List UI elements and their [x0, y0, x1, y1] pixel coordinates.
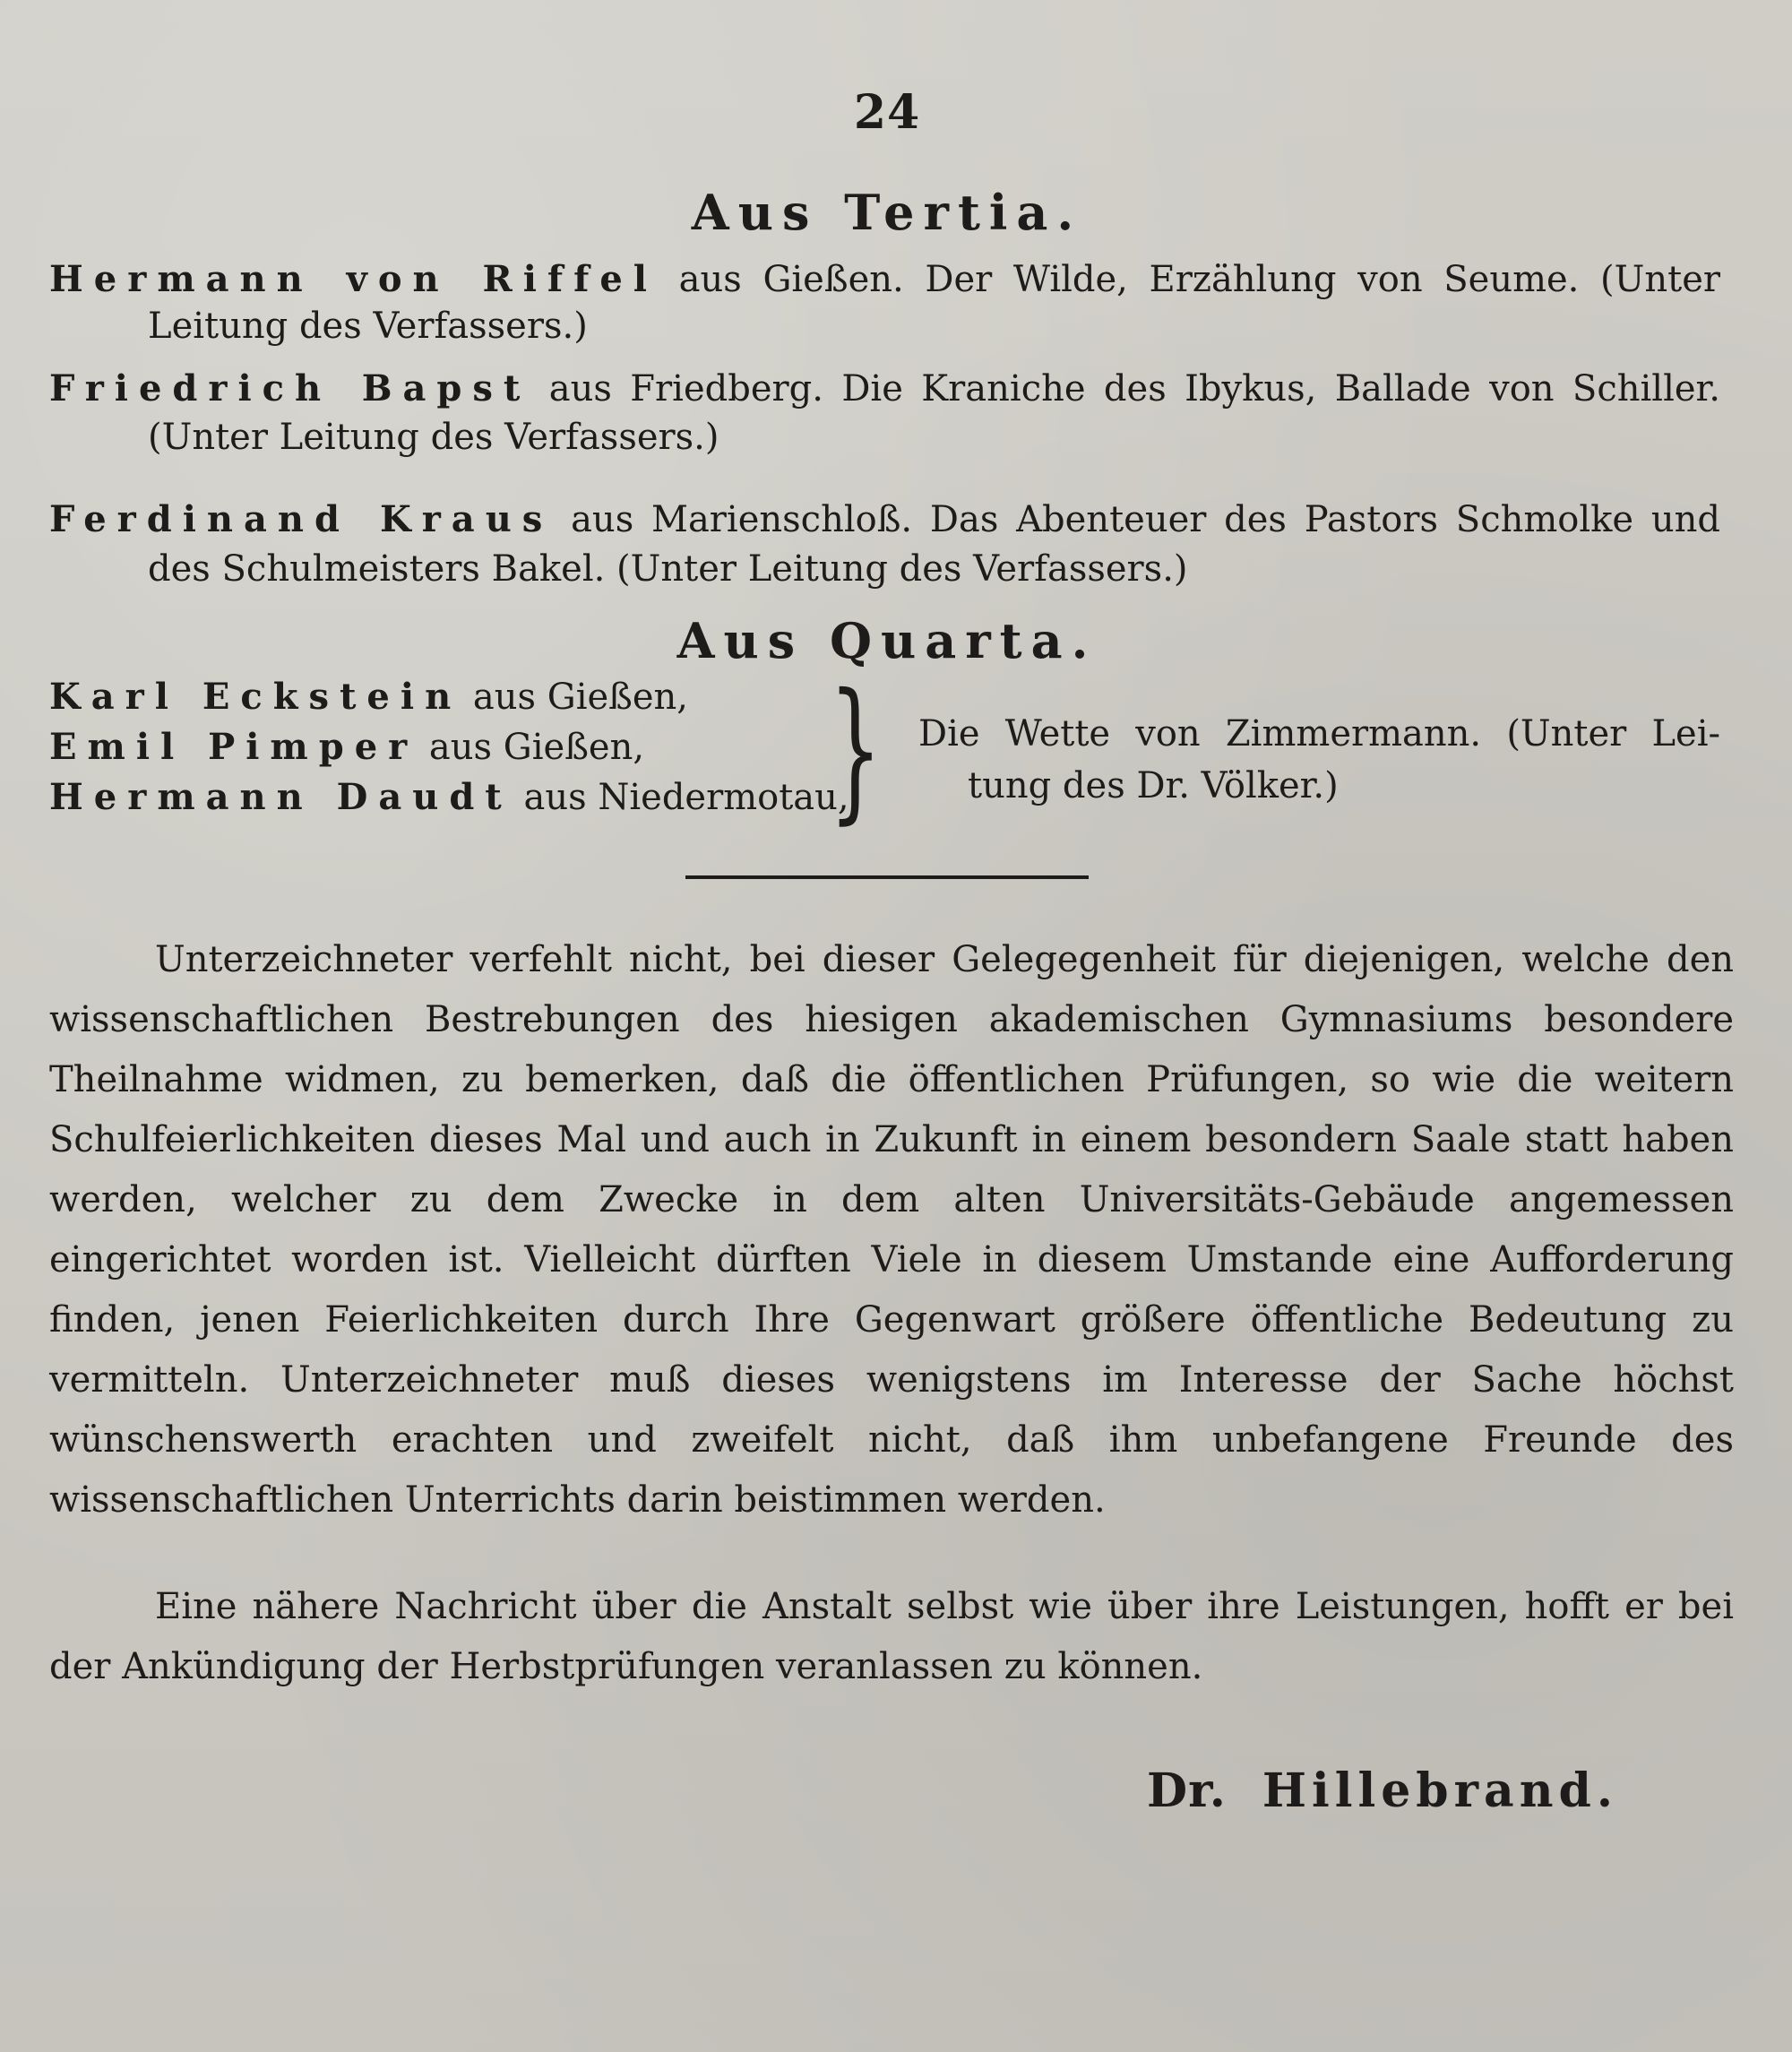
- quarta-name-row: [49, 722, 847, 772]
- student-name: Karl Eckstein: [49, 676, 462, 718]
- quarta-work-line-2: tung des Dr. Völker.): [968, 765, 1339, 806]
- tertia-entry-2-cont: (Unter Leitung des Verfassers.): [148, 417, 719, 458]
- section-divider: [685, 875, 1089, 879]
- signature: [1147, 1763, 1618, 1818]
- quarta-names: [49, 672, 847, 823]
- heading-quarta: Aus Quarta.: [676, 612, 1098, 669]
- quarta-work-line-1: Die Wette von Zimmermann. (Unter Lei-: [918, 713, 1720, 754]
- student-name: Hermann von Riffel: [49, 258, 658, 300]
- signature-title: Dr.: [1147, 1763, 1227, 1818]
- student-origin: aus Niedermotau,: [512, 777, 849, 818]
- student-name: Emil Pimper: [49, 726, 418, 768]
- paragraph-notice: Eine nähere Nachricht über die Anstalt selbst wie über ihre Leistungen, hofft er bei der Ankündigung der Herbstprüfungen veranlassen zu können.: [49, 1586, 1734, 1687]
- student-origin: aus Gießen,: [461, 677, 689, 718]
- heading-tertia: Aus Tertia.: [691, 184, 1083, 241]
- paragraph-announcement: Unterzeichneter verfehlt nicht, bei dieser Gelegegenheit für diejenigen, welche den wissenschaftlichen Bestrebungen des hiesigen akademischen Gymnasiums besondere Theilnahme widmen, zu bemerken, daß die öffentlichen Prüfungen, so wie die weitern Schulfeierlichkeiten dieses Mal und auch in Zukunft in einem besondern Saale statt haben werden, welcher zu dem Zwecke in dem alten Universitäts-Gebäude angemessen eingerichtet worden ist. Vielleicht dürften Viele in diesem Umstande eine Aufforderung finden, jenen Feierlichkeiten durch Ihre Gegenwart größere öffentliche Bedeutung zu vermitteln. Unterzeichneter muß dieses wenigstens im Interesse der Sache höchst wünschenswerth erachten und zweifelt nicht, daß ihm unbefangene Freunde des wissenschaftlichen Unterrichts darin beistimmen werden.: [49, 939, 1734, 1521]
- quarta-name-row: [49, 672, 847, 722]
- curly-brace: }: [829, 661, 883, 839]
- tertia-entry-3-cont: des Schulmeisters Bakel. (Unter Leitung des Verfassers.): [148, 548, 1188, 590]
- entry-text: aus Friedberg. Die Kraniche des Ibykus, Ballade von Schiller.: [548, 368, 1720, 410]
- signature-name: Hillebrand.: [1262, 1763, 1619, 1818]
- student-name: Hermann Daudt: [49, 776, 513, 818]
- entry-text: aus Marienschloß. Das Abenteuer des Pastors Schmolke und: [571, 499, 1720, 540]
- page-number: 24: [853, 85, 921, 140]
- student-origin: aus Gießen,: [418, 727, 645, 768]
- student-name: Ferdinand Kraus: [49, 498, 554, 540]
- student-name: Friedrich Bapst: [49, 367, 531, 410]
- entry-text: aus Gießen. Der Wilde, Erzählung von Seume. (Unter: [678, 259, 1720, 300]
- quarta-work: [918, 708, 1720, 812]
- tertia-entry-1-cont: Leitung des Verfassers.): [148, 306, 588, 347]
- quarta-name-row: [49, 772, 847, 823]
